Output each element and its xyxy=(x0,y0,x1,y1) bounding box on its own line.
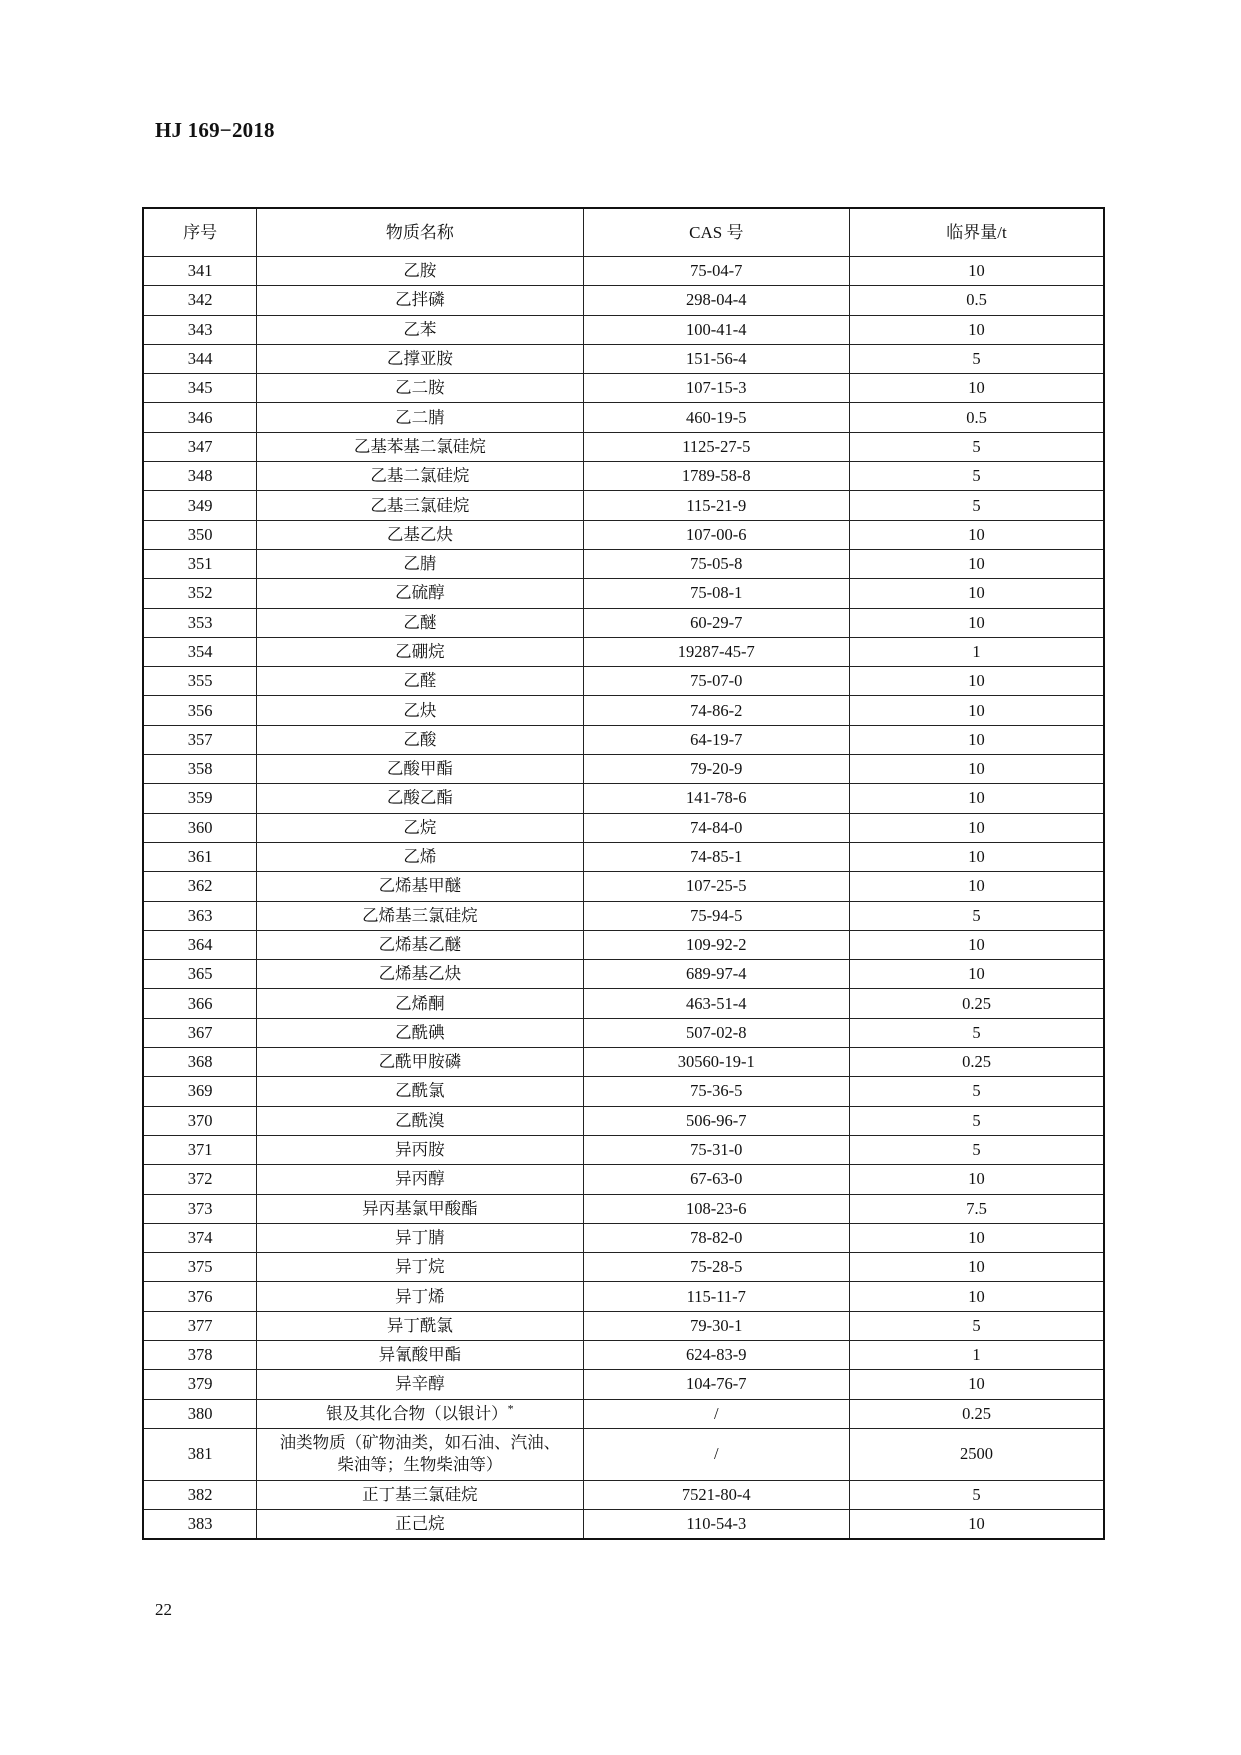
serial-cell: 349 xyxy=(143,491,257,520)
table-row xyxy=(143,462,1104,491)
cas-cell: 75-28-5 xyxy=(583,1253,849,1282)
document-code: HJ 169−2018 xyxy=(155,118,275,142)
cas-cell: 78-82-0 xyxy=(583,1223,849,1252)
serial-cell: 341 xyxy=(143,257,257,286)
cas-cell: 298-04-4 xyxy=(583,286,849,315)
column-header-substance-name: 物质名称 xyxy=(257,208,583,257)
column-header-serial: 序号 xyxy=(143,208,257,257)
quantity-cell: 10 xyxy=(850,872,1104,901)
cas-cell: 75-94-5 xyxy=(583,901,849,930)
substance-name-cell: 乙烯 xyxy=(257,842,583,871)
cas-cell: 75-05-8 xyxy=(583,549,849,578)
serial-cell: 367 xyxy=(143,1018,257,1047)
cas-cell: 100-41-4 xyxy=(583,315,849,344)
table-row xyxy=(143,1282,1104,1311)
serial-cell: 372 xyxy=(143,1165,257,1194)
serial-cell: 359 xyxy=(143,784,257,813)
substance-name-cell: 乙硼烷 xyxy=(257,637,583,666)
substance-name-cell: 乙酸乙酯 xyxy=(257,784,583,813)
quantity-cell: 10 xyxy=(850,1253,1104,1282)
quantity-cell: 10 xyxy=(850,813,1104,842)
quantity-cell: 10 xyxy=(850,842,1104,871)
quantity-cell: 10 xyxy=(850,1165,1104,1194)
substance-name-cell: 异丁酰氯 xyxy=(257,1311,583,1340)
quantity-cell: 10 xyxy=(850,755,1104,784)
quantity-cell: 5 xyxy=(850,462,1104,491)
substance-name-cell: 乙撑亚胺 xyxy=(257,344,583,373)
cas-cell: 104-76-7 xyxy=(583,1370,849,1399)
table-row xyxy=(143,491,1104,520)
column-header-cas-number: CAS 号 xyxy=(583,208,849,257)
substance-name-cell: 乙烷 xyxy=(257,813,583,842)
serial-cell: 377 xyxy=(143,1311,257,1340)
quantity-cell: 5 xyxy=(850,1480,1104,1509)
quantity-cell: 1 xyxy=(850,637,1104,666)
substance-name-cell: 乙烯基乙炔 xyxy=(257,960,583,989)
table-header-row xyxy=(143,208,1104,257)
serial-cell: 347 xyxy=(143,432,257,461)
substance-name-cell: 异氰酸甲酯 xyxy=(257,1340,583,1369)
quantity-cell: 5 xyxy=(850,901,1104,930)
substance-name-cell: 乙基苯基二氯硅烷 xyxy=(257,432,583,461)
substance-name-cell: 异丁烷 xyxy=(257,1253,583,1282)
cas-cell: 115-11-7 xyxy=(583,1282,849,1311)
table-row xyxy=(143,1480,1104,1509)
table-row xyxy=(143,608,1104,637)
quantity-cell: 0.25 xyxy=(850,1048,1104,1077)
serial-cell: 371 xyxy=(143,1135,257,1164)
quantity-cell: 10 xyxy=(850,725,1104,754)
substance-name-cell: 异辛醇 xyxy=(257,1370,583,1399)
table-row xyxy=(143,1077,1104,1106)
substance-name-cell: 乙酸甲酯 xyxy=(257,755,583,784)
cas-cell: 110-54-3 xyxy=(583,1510,849,1540)
serial-cell: 383 xyxy=(143,1510,257,1540)
quantity-cell: 10 xyxy=(850,257,1104,286)
table-row xyxy=(143,1106,1104,1135)
table-row xyxy=(143,579,1104,608)
serial-cell: 356 xyxy=(143,696,257,725)
serial-cell: 352 xyxy=(143,579,257,608)
substance-name-cell: 正丁基三氯硅烷 xyxy=(257,1480,583,1509)
serial-cell: 369 xyxy=(143,1077,257,1106)
substance-name-line-2: 柴油等；生物柴油等） xyxy=(337,1455,503,1475)
quantity-cell: 10 xyxy=(850,579,1104,608)
substance-name-cell: 乙烯基三氯硅烷 xyxy=(257,901,583,930)
table-row xyxy=(143,842,1104,871)
serial-cell: 342 xyxy=(143,286,257,315)
table-row xyxy=(143,1370,1104,1399)
quantity-cell: 5 xyxy=(850,1135,1104,1164)
substance-name-cell: 乙胺 xyxy=(257,257,583,286)
serial-cell: 351 xyxy=(143,549,257,578)
substance-name-cell: 乙硫醇 xyxy=(257,579,583,608)
cas-cell: 75-36-5 xyxy=(583,1077,849,1106)
serial-cell: 345 xyxy=(143,374,257,403)
cas-cell: 151-56-4 xyxy=(583,344,849,373)
serial-cell: 373 xyxy=(143,1194,257,1223)
serial-cell: 346 xyxy=(143,403,257,432)
table-row xyxy=(143,1223,1104,1252)
table-row xyxy=(143,549,1104,578)
cas-cell: 689-97-4 xyxy=(583,960,849,989)
table-row xyxy=(143,286,1104,315)
table-row xyxy=(143,315,1104,344)
cas-cell: 74-86-2 xyxy=(583,696,849,725)
cas-cell: 463-51-4 xyxy=(583,989,849,1018)
quantity-cell: 5 xyxy=(850,1077,1104,1106)
substance-name-cell: 异丙胺 xyxy=(257,1135,583,1164)
serial-cell: 382 xyxy=(143,1480,257,1509)
substance-name-cell: 乙拌磷 xyxy=(257,286,583,315)
cas-cell: 115-21-9 xyxy=(583,491,849,520)
cas-cell: 141-78-6 xyxy=(583,784,849,813)
table-row xyxy=(143,374,1104,403)
table-row xyxy=(143,1018,1104,1047)
quantity-cell: 10 xyxy=(850,784,1104,813)
cas-cell: 79-30-1 xyxy=(583,1311,849,1340)
serial-cell: 353 xyxy=(143,608,257,637)
table-row xyxy=(143,1253,1104,1282)
serial-cell: 354 xyxy=(143,637,257,666)
cas-cell: 107-15-3 xyxy=(583,374,849,403)
substance-name-cell: 异丙基氯甲酸酯 xyxy=(257,1194,583,1223)
table-row xyxy=(143,1048,1104,1077)
cas-cell: 506-96-7 xyxy=(583,1106,849,1135)
cas-cell: 75-07-0 xyxy=(583,667,849,696)
quantity-cell: 10 xyxy=(850,930,1104,959)
table-row xyxy=(143,872,1104,901)
quantity-cell: 5 xyxy=(850,1018,1104,1047)
serial-cell: 348 xyxy=(143,462,257,491)
serial-cell: 343 xyxy=(143,315,257,344)
quantity-cell: 5 xyxy=(850,1311,1104,1340)
serial-cell: 355 xyxy=(143,667,257,696)
cas-cell: 107-25-5 xyxy=(583,872,849,901)
substance-name-cell: 异丁腈 xyxy=(257,1223,583,1252)
table-row xyxy=(143,755,1104,784)
cas-cell: 75-08-1 xyxy=(583,579,849,608)
serial-cell: 378 xyxy=(143,1340,257,1369)
cas-cell: 109-92-2 xyxy=(583,930,849,959)
substance-name-cell: 乙二腈 xyxy=(257,403,583,432)
substance-name-cell: 乙二胺 xyxy=(257,374,583,403)
serial-cell: 364 xyxy=(143,930,257,959)
quantity-cell: 10 xyxy=(850,608,1104,637)
substance-name-cell: 乙醚 xyxy=(257,608,583,637)
substance-name-cell: 乙基三氯硅烷 xyxy=(257,491,583,520)
table-row xyxy=(143,930,1104,959)
cas-cell: / xyxy=(583,1428,849,1480)
cas-cell: 107-00-6 xyxy=(583,520,849,549)
quantity-cell: 10 xyxy=(850,667,1104,696)
substance-name-cell: 乙烯基甲醚 xyxy=(257,872,583,901)
substance-name-cell: 乙苯 xyxy=(257,315,583,344)
substance-name-cell: 乙醛 xyxy=(257,667,583,696)
substance-name-line-1: 油类物质（矿物油类，如石油、汽油、 xyxy=(279,1433,561,1453)
cas-cell: 19287-45-7 xyxy=(583,637,849,666)
table-row xyxy=(143,1428,1104,1480)
quantity-cell: 10 xyxy=(850,549,1104,578)
substance-name-cell: 乙酸 xyxy=(257,725,583,754)
cas-cell: 624-83-9 xyxy=(583,1340,849,1369)
table-row xyxy=(143,1311,1104,1340)
serial-cell: 379 xyxy=(143,1370,257,1399)
serial-cell: 376 xyxy=(143,1282,257,1311)
serial-cell: 344 xyxy=(143,344,257,373)
quantity-cell: 1 xyxy=(850,1340,1104,1369)
substance-name-cell: 乙酰氯 xyxy=(257,1077,583,1106)
table-row xyxy=(143,696,1104,725)
cas-cell: 60-29-7 xyxy=(583,608,849,637)
quantity-cell: 10 xyxy=(850,1223,1104,1252)
quantity-cell: 5 xyxy=(850,344,1104,373)
substance-name-cell: 乙烯酮 xyxy=(257,989,583,1018)
serial-cell: 368 xyxy=(143,1048,257,1077)
serial-cell: 365 xyxy=(143,960,257,989)
substance-name-cell: 异丁烯 xyxy=(257,1282,583,1311)
cas-cell: 460-19-5 xyxy=(583,403,849,432)
quantity-cell: 10 xyxy=(850,696,1104,725)
table-row xyxy=(143,637,1104,666)
substance-name-cell: 正己烷 xyxy=(257,1510,583,1540)
table-row xyxy=(143,403,1104,432)
serial-cell: 380 xyxy=(143,1399,257,1428)
serial-cell: 361 xyxy=(143,842,257,871)
cas-cell: 64-19-7 xyxy=(583,725,849,754)
substance-name-cell: 乙炔 xyxy=(257,696,583,725)
quantity-cell: 10 xyxy=(850,960,1104,989)
serial-cell: 366 xyxy=(143,989,257,1018)
footnote-mark: * xyxy=(507,1401,514,1416)
table-row xyxy=(143,257,1104,286)
serial-cell: 362 xyxy=(143,872,257,901)
quantity-cell: 5 xyxy=(850,432,1104,461)
serial-cell: 370 xyxy=(143,1106,257,1135)
cas-cell: 74-84-0 xyxy=(583,813,849,842)
quantity-cell: 10 xyxy=(850,1370,1104,1399)
quantity-cell: 0.5 xyxy=(850,286,1104,315)
substance-name-cell: 乙酰碘 xyxy=(257,1018,583,1047)
cas-cell: 7521-80-4 xyxy=(583,1480,849,1509)
serial-cell: 363 xyxy=(143,901,257,930)
substance-name-cell: 乙烯基乙醚 xyxy=(257,930,583,959)
serial-cell: 357 xyxy=(143,725,257,754)
quantity-cell: 7.5 xyxy=(850,1194,1104,1223)
table-row xyxy=(143,960,1104,989)
table-row xyxy=(143,1135,1104,1164)
table-row xyxy=(143,784,1104,813)
cas-cell: 1789-58-8 xyxy=(583,462,849,491)
quantity-cell: 0.5 xyxy=(850,403,1104,432)
serial-cell: 358 xyxy=(143,755,257,784)
substance-name-cell: 乙酰溴 xyxy=(257,1106,583,1135)
serial-cell: 360 xyxy=(143,813,257,842)
substance-name-cell xyxy=(257,1399,583,1428)
quantity-cell: 10 xyxy=(850,520,1104,549)
quantity-cell: 10 xyxy=(850,315,1104,344)
substance-name-cell: 乙基乙炔 xyxy=(257,520,583,549)
quantity-cell: 0.25 xyxy=(850,989,1104,1018)
substance-name-cell: 乙酰甲胺磷 xyxy=(257,1048,583,1077)
table-row xyxy=(143,901,1104,930)
table-row xyxy=(143,344,1104,373)
serial-cell: 374 xyxy=(143,1223,257,1252)
table-row xyxy=(143,1194,1104,1223)
cas-cell: 74-85-1 xyxy=(583,842,849,871)
quantity-cell: 5 xyxy=(850,1106,1104,1135)
table-row xyxy=(143,1399,1104,1428)
cas-cell: / xyxy=(583,1399,849,1428)
serial-cell: 375 xyxy=(143,1253,257,1282)
substance-name-cell: 异丙醇 xyxy=(257,1165,583,1194)
table-row xyxy=(143,725,1104,754)
table-row xyxy=(143,989,1104,1018)
substance-table xyxy=(142,207,1105,1540)
serial-cell: 381 xyxy=(143,1428,257,1480)
cas-cell: 75-04-7 xyxy=(583,257,849,286)
table-row xyxy=(143,813,1104,842)
quantity-cell: 10 xyxy=(850,374,1104,403)
substance-name-text: 银及其化合物（以银计） xyxy=(326,1403,508,1423)
cas-cell: 79-20-9 xyxy=(583,755,849,784)
cas-cell: 67-63-0 xyxy=(583,1165,849,1194)
substance-name-cell: 乙基二氯硅烷 xyxy=(257,462,583,491)
table-row xyxy=(143,432,1104,461)
quantity-cell: 10 xyxy=(850,1510,1104,1540)
quantity-cell: 5 xyxy=(850,491,1104,520)
column-header-critical-quantity: 临界量/t xyxy=(850,208,1104,257)
table-row xyxy=(143,1165,1104,1194)
serial-cell: 350 xyxy=(143,520,257,549)
substance-name-cell xyxy=(257,1428,583,1480)
cas-cell: 30560-19-1 xyxy=(583,1048,849,1077)
table-row xyxy=(143,1510,1104,1540)
table-row xyxy=(143,667,1104,696)
cas-cell: 507-02-8 xyxy=(583,1018,849,1047)
quantity-cell: 0.25 xyxy=(850,1399,1104,1428)
cas-cell: 75-31-0 xyxy=(583,1135,849,1164)
cas-cell: 108-23-6 xyxy=(583,1194,849,1223)
table-row xyxy=(143,1340,1104,1369)
table-row xyxy=(143,520,1104,549)
cas-cell: 1125-27-5 xyxy=(583,432,849,461)
quantity-cell: 2500 xyxy=(850,1428,1104,1480)
substance-name-cell: 乙腈 xyxy=(257,549,583,578)
quantity-cell: 10 xyxy=(850,1282,1104,1311)
page-number: 22 xyxy=(155,1600,172,1619)
